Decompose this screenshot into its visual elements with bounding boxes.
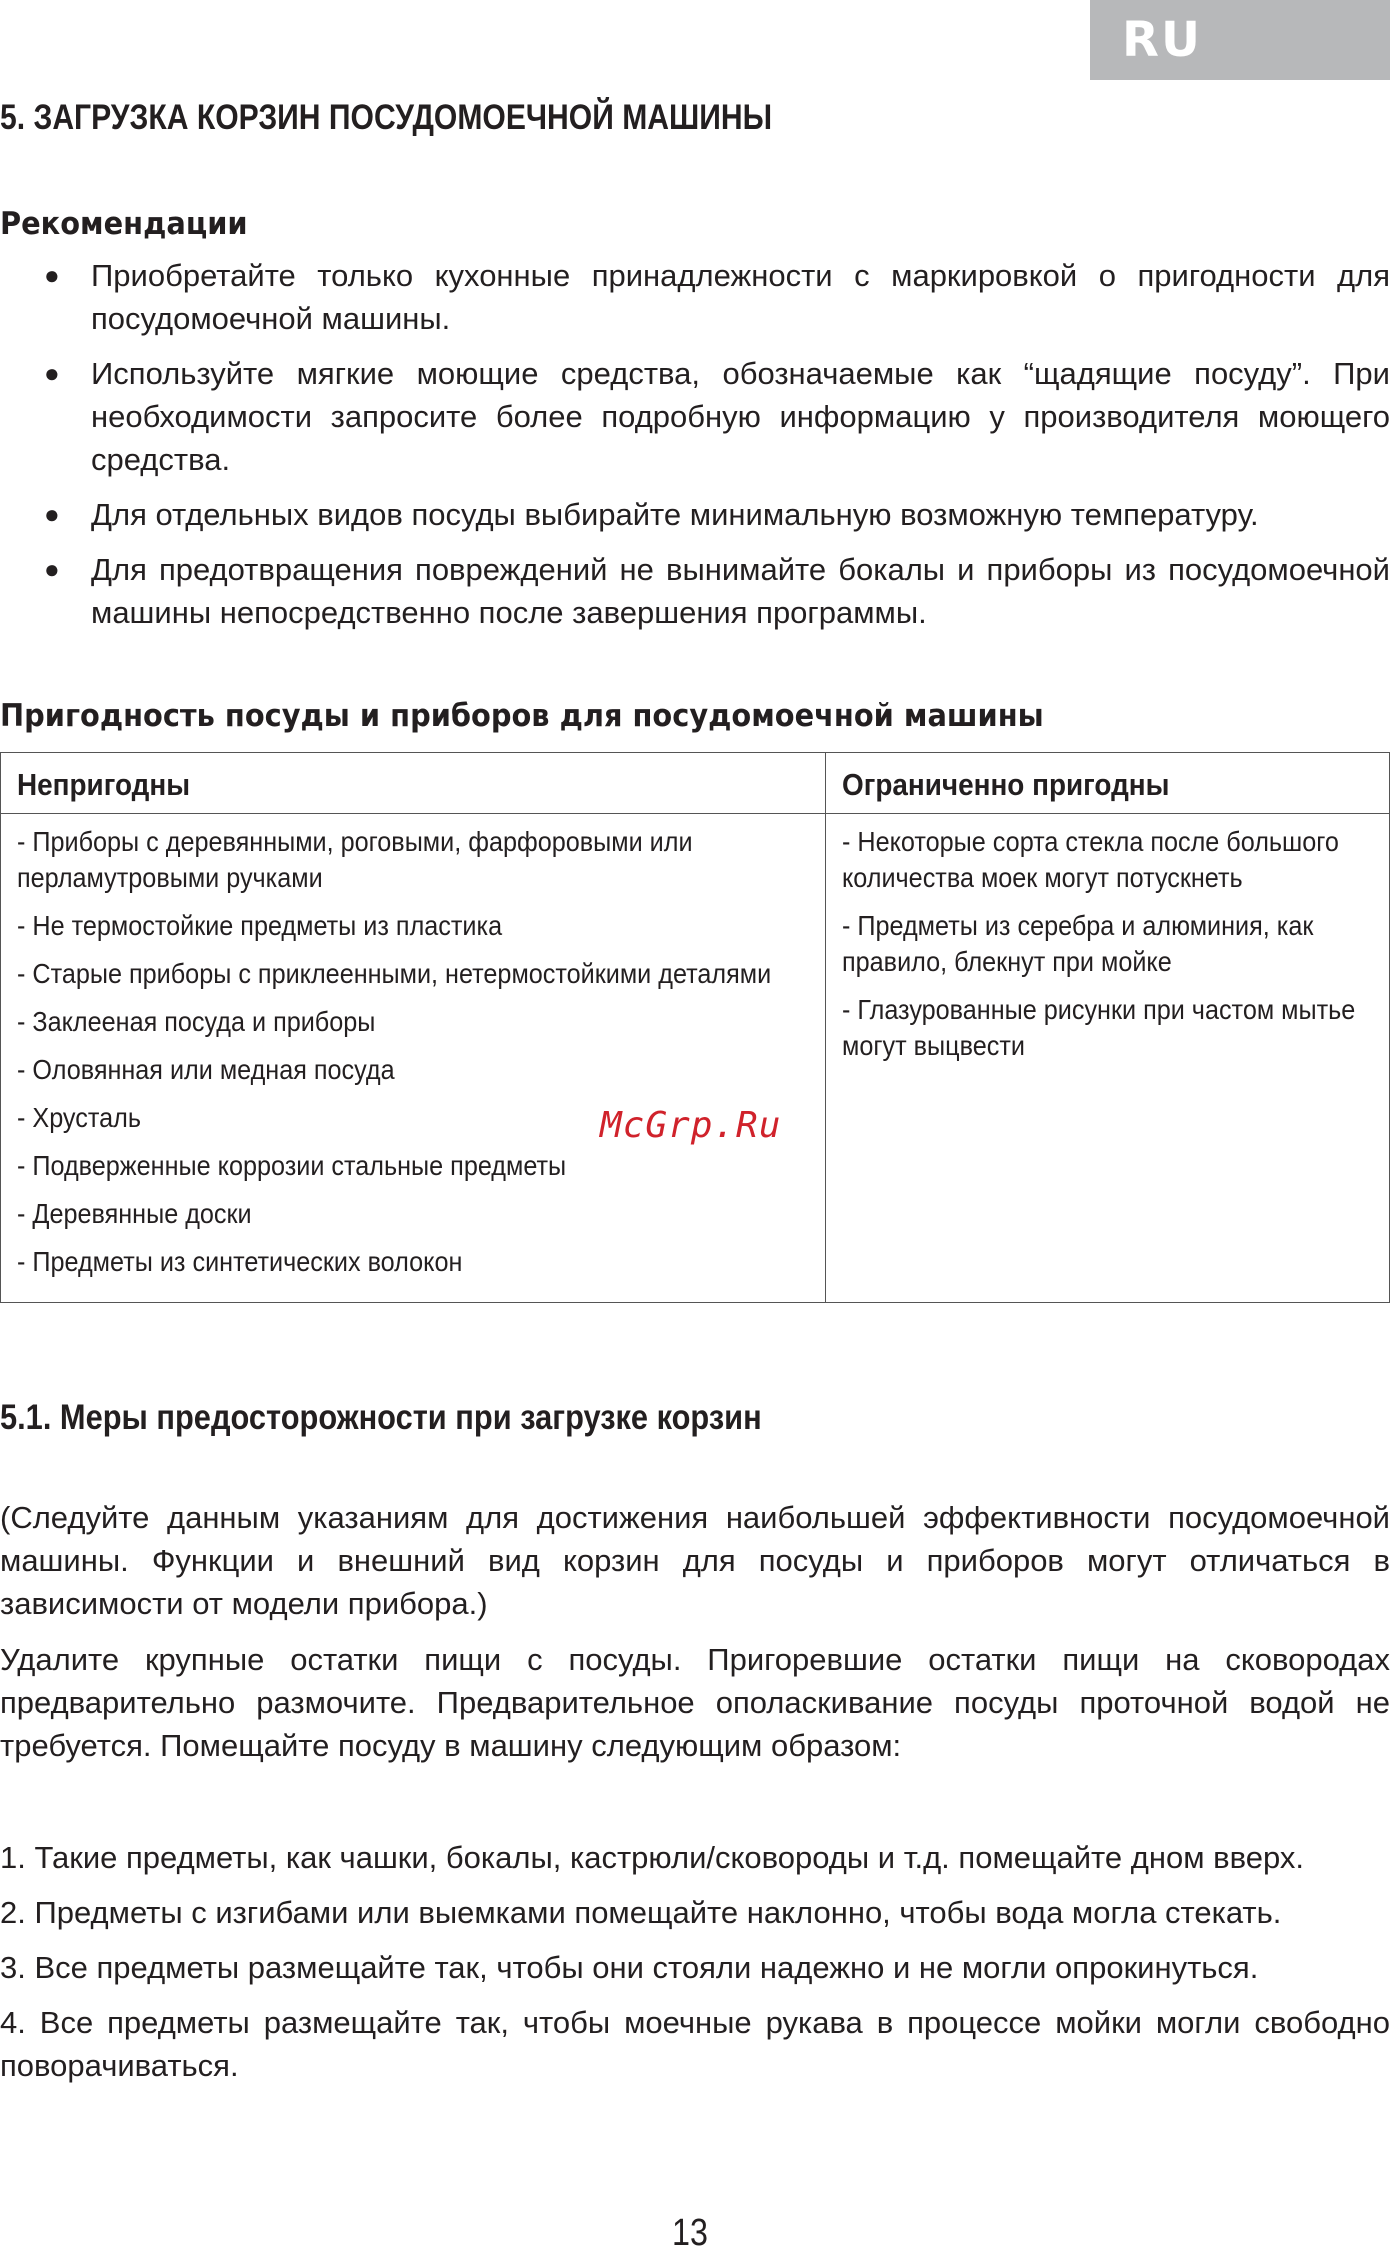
limited-item: - Предметы из серебра и алюминия, как правило, блекнут при мойке — [842, 910, 1314, 977]
watermark: McGrp.Ru — [600, 1105, 782, 1146]
bullet-icon: ● — [44, 554, 60, 584]
prep-paragraph: Удалите крупные остатки пищи с посуды. Пригоревшие остатки пищи на сковородах предварительно размочите. Предварительное ополаскивание посуды проточной водой не требуется. Помещайте посуду в машину следующим образом: — [0, 1642, 1390, 1763]
loading-steps-list — [0, 1836, 1390, 2099]
unsuitable-item: - Старые приборы с приклеенными, нетермостойкими деталями — [17, 958, 772, 989]
bullet-icon: ● — [44, 499, 60, 529]
list-item: 3. Все предметы размещайте так, чтобы они стояли надежно и не могли опрокинуться. — [0, 1950, 1259, 1985]
list-item — [0, 493, 1390, 536]
language-tab: RU — [1090, 0, 1390, 80]
unsuitable-item: - Предметы из синтетических волокон — [17, 1246, 463, 1277]
limited-header: Ограниченно пригодны — [826, 753, 1390, 814]
list-item — [0, 254, 1390, 340]
bullet-icon: ● — [44, 358, 60, 388]
limited-item: - Некоторые сорта стекла после большого количества моек могут потускнеть — [842, 826, 1339, 893]
unsuitable-item: - Подверженные коррозии стальные предметы — [17, 1150, 567, 1181]
unsuitable-item: - Оловянная или медная посуда — [17, 1054, 395, 1085]
list-item: 1. Такие предметы, как чашки, бокалы, кастрюли/сковороды и т.д. помещайте дном вверх. — [0, 1840, 1304, 1875]
limited-item: - Глазурованные рисунки при частом мытье могут выцвести — [842, 994, 1356, 1061]
unsuitable-item: - Не термостойкие предметы из пластика — [17, 910, 503, 941]
list-item-text: Для предотвращения повреждений не вынимайте бокалы и приборы из посудомоечной машины непосредственно после завершения программы. — [91, 552, 1390, 630]
section-heading: 5.1. Меры предосторожности при загрузке корзин — [0, 1398, 762, 1437]
list-item: 2. Предметы с изгибами или выемками помещайте наклонно, чтобы вода могла стекать. — [0, 1895, 1282, 1930]
page-title: 5. ЗАГРУЗКА КОРЗИН ПОСУДОМОЕЧНОЙ МАШИНЫ — [0, 98, 773, 137]
unsuitable-item: - Заклееная посуда и приборы — [17, 1006, 376, 1037]
recommendations-heading: Рекомендации — [0, 206, 248, 242]
intro-paragraph: (Следуйте данным указаниям для достижения наибольшей эффективности посудомоечной машины. Функции и внешний вид корзин для посуды и приборов могут отличаться в зависимости от модели прибора.) — [0, 1500, 1390, 1621]
limited-cell — [826, 814, 1390, 1303]
unsuitable-item: - Приборы с деревянными, роговыми, фарфоровыми или перламутровыми ручками — [17, 826, 693, 893]
unsuitable-header: Непригодны — [1, 753, 826, 814]
unsuitable-item: - Хрусталь — [17, 1102, 141, 1133]
list-item — [0, 352, 1390, 481]
list-item-text: Для отдельных видов посуды выбирайте минимальную возможную температуру. — [91, 497, 1259, 532]
list-item — [0, 548, 1390, 634]
table-header-row — [1, 753, 1390, 814]
unsuitable-cell — [1, 814, 826, 1303]
bullet-icon: ● — [44, 260, 60, 290]
suitability-table — [0, 752, 1390, 1303]
list-item-text: Приобретайте только кухонные принадлежности с маркировкой о пригодности для посудомоечной машины. — [91, 258, 1390, 336]
list-item: 4. Все предметы размещайте так, чтобы моечные рукава в процессе мойки могли свободно поворачиваться. — [0, 2005, 1390, 2083]
unsuitable-item: - Деревянные доски — [17, 1198, 252, 1229]
recommendations-list — [0, 254, 1390, 646]
list-item-text: Используйте мягкие моющие средства, обозначаемые как “щадящие посуду”. При необходимости запросите более подробную информацию у производителя моющего средства. — [91, 356, 1390, 477]
suitability-heading: Пригодность посуды и приборов для посудомоечной машины — [0, 698, 1044, 734]
page-number: 13 — [672, 2212, 708, 2254]
table-row — [1, 814, 1390, 1303]
